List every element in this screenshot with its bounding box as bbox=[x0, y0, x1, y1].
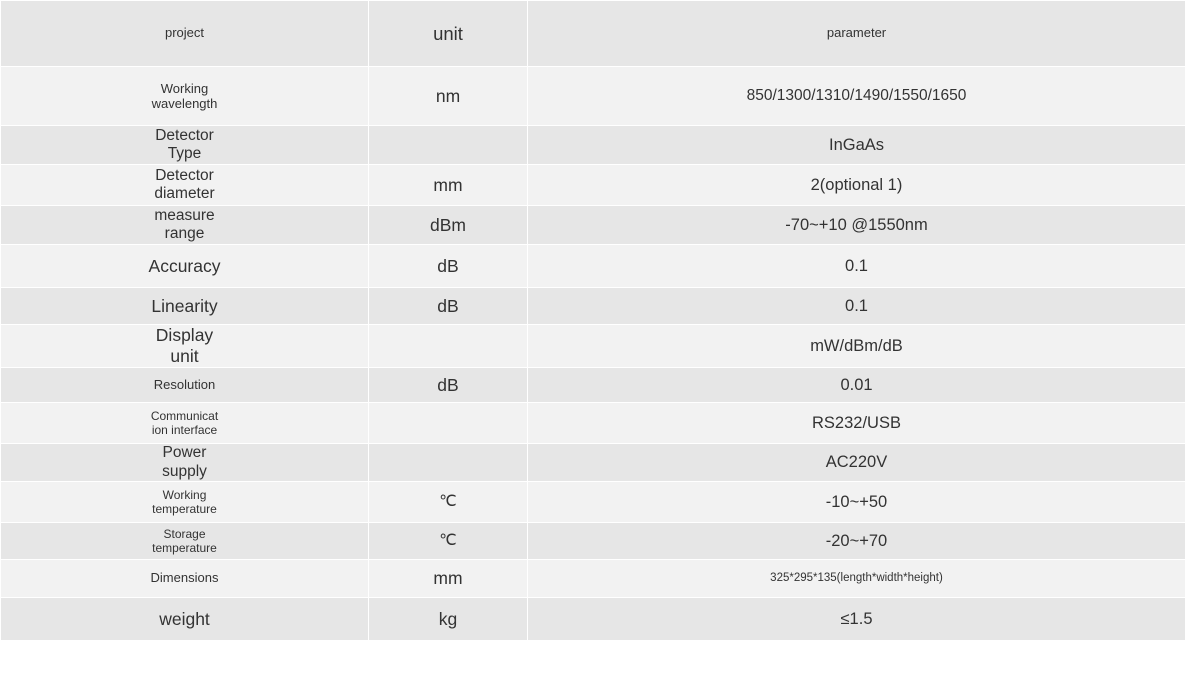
row-label: Storage temperature bbox=[1, 523, 369, 560]
row-unit: mm bbox=[369, 560, 528, 598]
row-parameter: -10~+50 bbox=[528, 482, 1185, 523]
row-parameter: 325*295*135(length*width*height) bbox=[528, 560, 1185, 598]
row-label: Dimensions bbox=[1, 560, 369, 598]
table-row bbox=[1, 67, 1185, 126]
table-row bbox=[1, 165, 1185, 206]
row-label: Accuracy bbox=[1, 245, 369, 288]
table-row bbox=[1, 523, 1185, 560]
row-unit: nm bbox=[369, 67, 528, 126]
table-header-row bbox=[1, 1, 1185, 67]
row-parameter: RS232/USB bbox=[528, 403, 1185, 444]
row-label: Working wavelength bbox=[1, 67, 369, 126]
table-row bbox=[1, 444, 1185, 482]
table-row bbox=[1, 482, 1185, 523]
row-parameter: -70~+10 @1550nm bbox=[528, 206, 1185, 245]
row-label: Display unit bbox=[1, 325, 369, 368]
row-unit bbox=[369, 403, 528, 444]
row-unit: mm bbox=[369, 165, 528, 206]
row-unit: ℃ bbox=[369, 482, 528, 523]
row-parameter: mW/dBm/dB bbox=[528, 325, 1185, 368]
table-row bbox=[1, 325, 1185, 368]
row-unit: dB bbox=[369, 368, 528, 403]
row-parameter: 0.01 bbox=[528, 368, 1185, 403]
row-parameter: 2(optional 1) bbox=[528, 165, 1185, 206]
row-label: Detector Type bbox=[1, 126, 369, 165]
row-unit: kg bbox=[369, 598, 528, 641]
row-parameter: AC220V bbox=[528, 444, 1185, 482]
row-label: Communicat ion interface bbox=[1, 403, 369, 444]
row-parameter: -20~+70 bbox=[528, 523, 1185, 560]
row-label: Working temperature bbox=[1, 482, 369, 523]
table-row bbox=[1, 245, 1185, 288]
column-header-parameter: parameter bbox=[528, 1, 1185, 67]
row-unit: ℃ bbox=[369, 523, 528, 560]
table-row bbox=[1, 368, 1185, 403]
column-header-unit: unit bbox=[369, 1, 528, 67]
column-header-project: project bbox=[1, 1, 369, 67]
table-row bbox=[1, 403, 1185, 444]
row-parameter: 0.1 bbox=[528, 288, 1185, 325]
row-parameter: ≤1.5 bbox=[528, 598, 1185, 641]
row-label: Linearity bbox=[1, 288, 369, 325]
row-unit bbox=[369, 126, 528, 165]
table-row bbox=[1, 560, 1185, 598]
row-unit: dB bbox=[369, 245, 528, 288]
row-unit: dBm bbox=[369, 206, 528, 245]
row-label: weight bbox=[1, 598, 369, 641]
row-unit bbox=[369, 444, 528, 482]
row-parameter: InGaAs bbox=[528, 126, 1185, 165]
row-unit bbox=[369, 325, 528, 368]
row-label: Detector diameter bbox=[1, 165, 369, 206]
row-parameter: 850/1300/1310/1490/1550/1650 bbox=[528, 67, 1185, 126]
table-row bbox=[1, 288, 1185, 325]
table-row bbox=[1, 126, 1185, 165]
row-label: Power supply bbox=[1, 444, 369, 482]
table-row bbox=[1, 206, 1185, 245]
row-label: Resolution bbox=[1, 368, 369, 403]
table-row bbox=[1, 598, 1185, 641]
row-label: measure range bbox=[1, 206, 369, 245]
row-parameter: 0.1 bbox=[528, 245, 1185, 288]
row-unit: dB bbox=[369, 288, 528, 325]
